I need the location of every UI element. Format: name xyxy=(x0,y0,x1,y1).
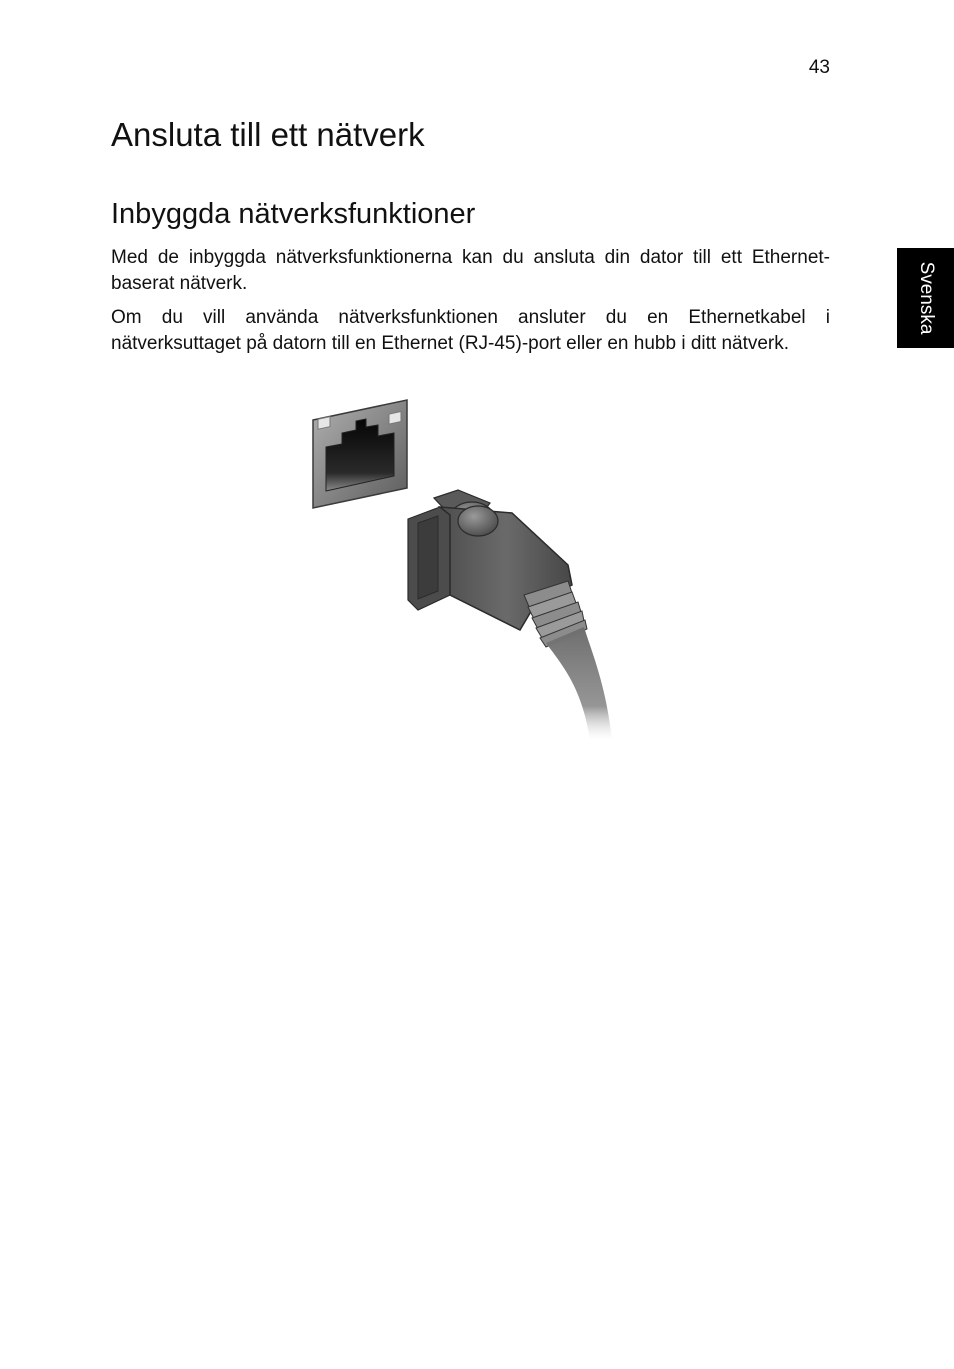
page-number: 43 xyxy=(808,57,830,78)
ethernet-cable-icon xyxy=(546,627,612,740)
ethernet-cable-connector-icon xyxy=(408,490,587,647)
body-paragraph-2: Om du vill använda nätverksfunktionen ansluter du en Ethernetkabel i nätverksuttaget på datorn till en Ethernet (RJ-45)-port eller en hubb i ditt nätverk. xyxy=(111,307,830,354)
chapter-title: Ansluta till ett nätverk xyxy=(111,116,425,153)
language-side-tab xyxy=(897,248,954,348)
body-paragraph-1: Med de inbyggda nätverksfunktionerna kan du ansluta din dator till ett Ethernet-baserat nätverk. xyxy=(111,247,830,294)
language-tab-label: Svenska xyxy=(916,261,937,335)
ethernet-port-and-cable-illustration xyxy=(300,395,640,745)
ethernet-port-icon xyxy=(313,400,407,508)
section-title: Inbyggda nätverksfunktioner xyxy=(111,198,476,230)
